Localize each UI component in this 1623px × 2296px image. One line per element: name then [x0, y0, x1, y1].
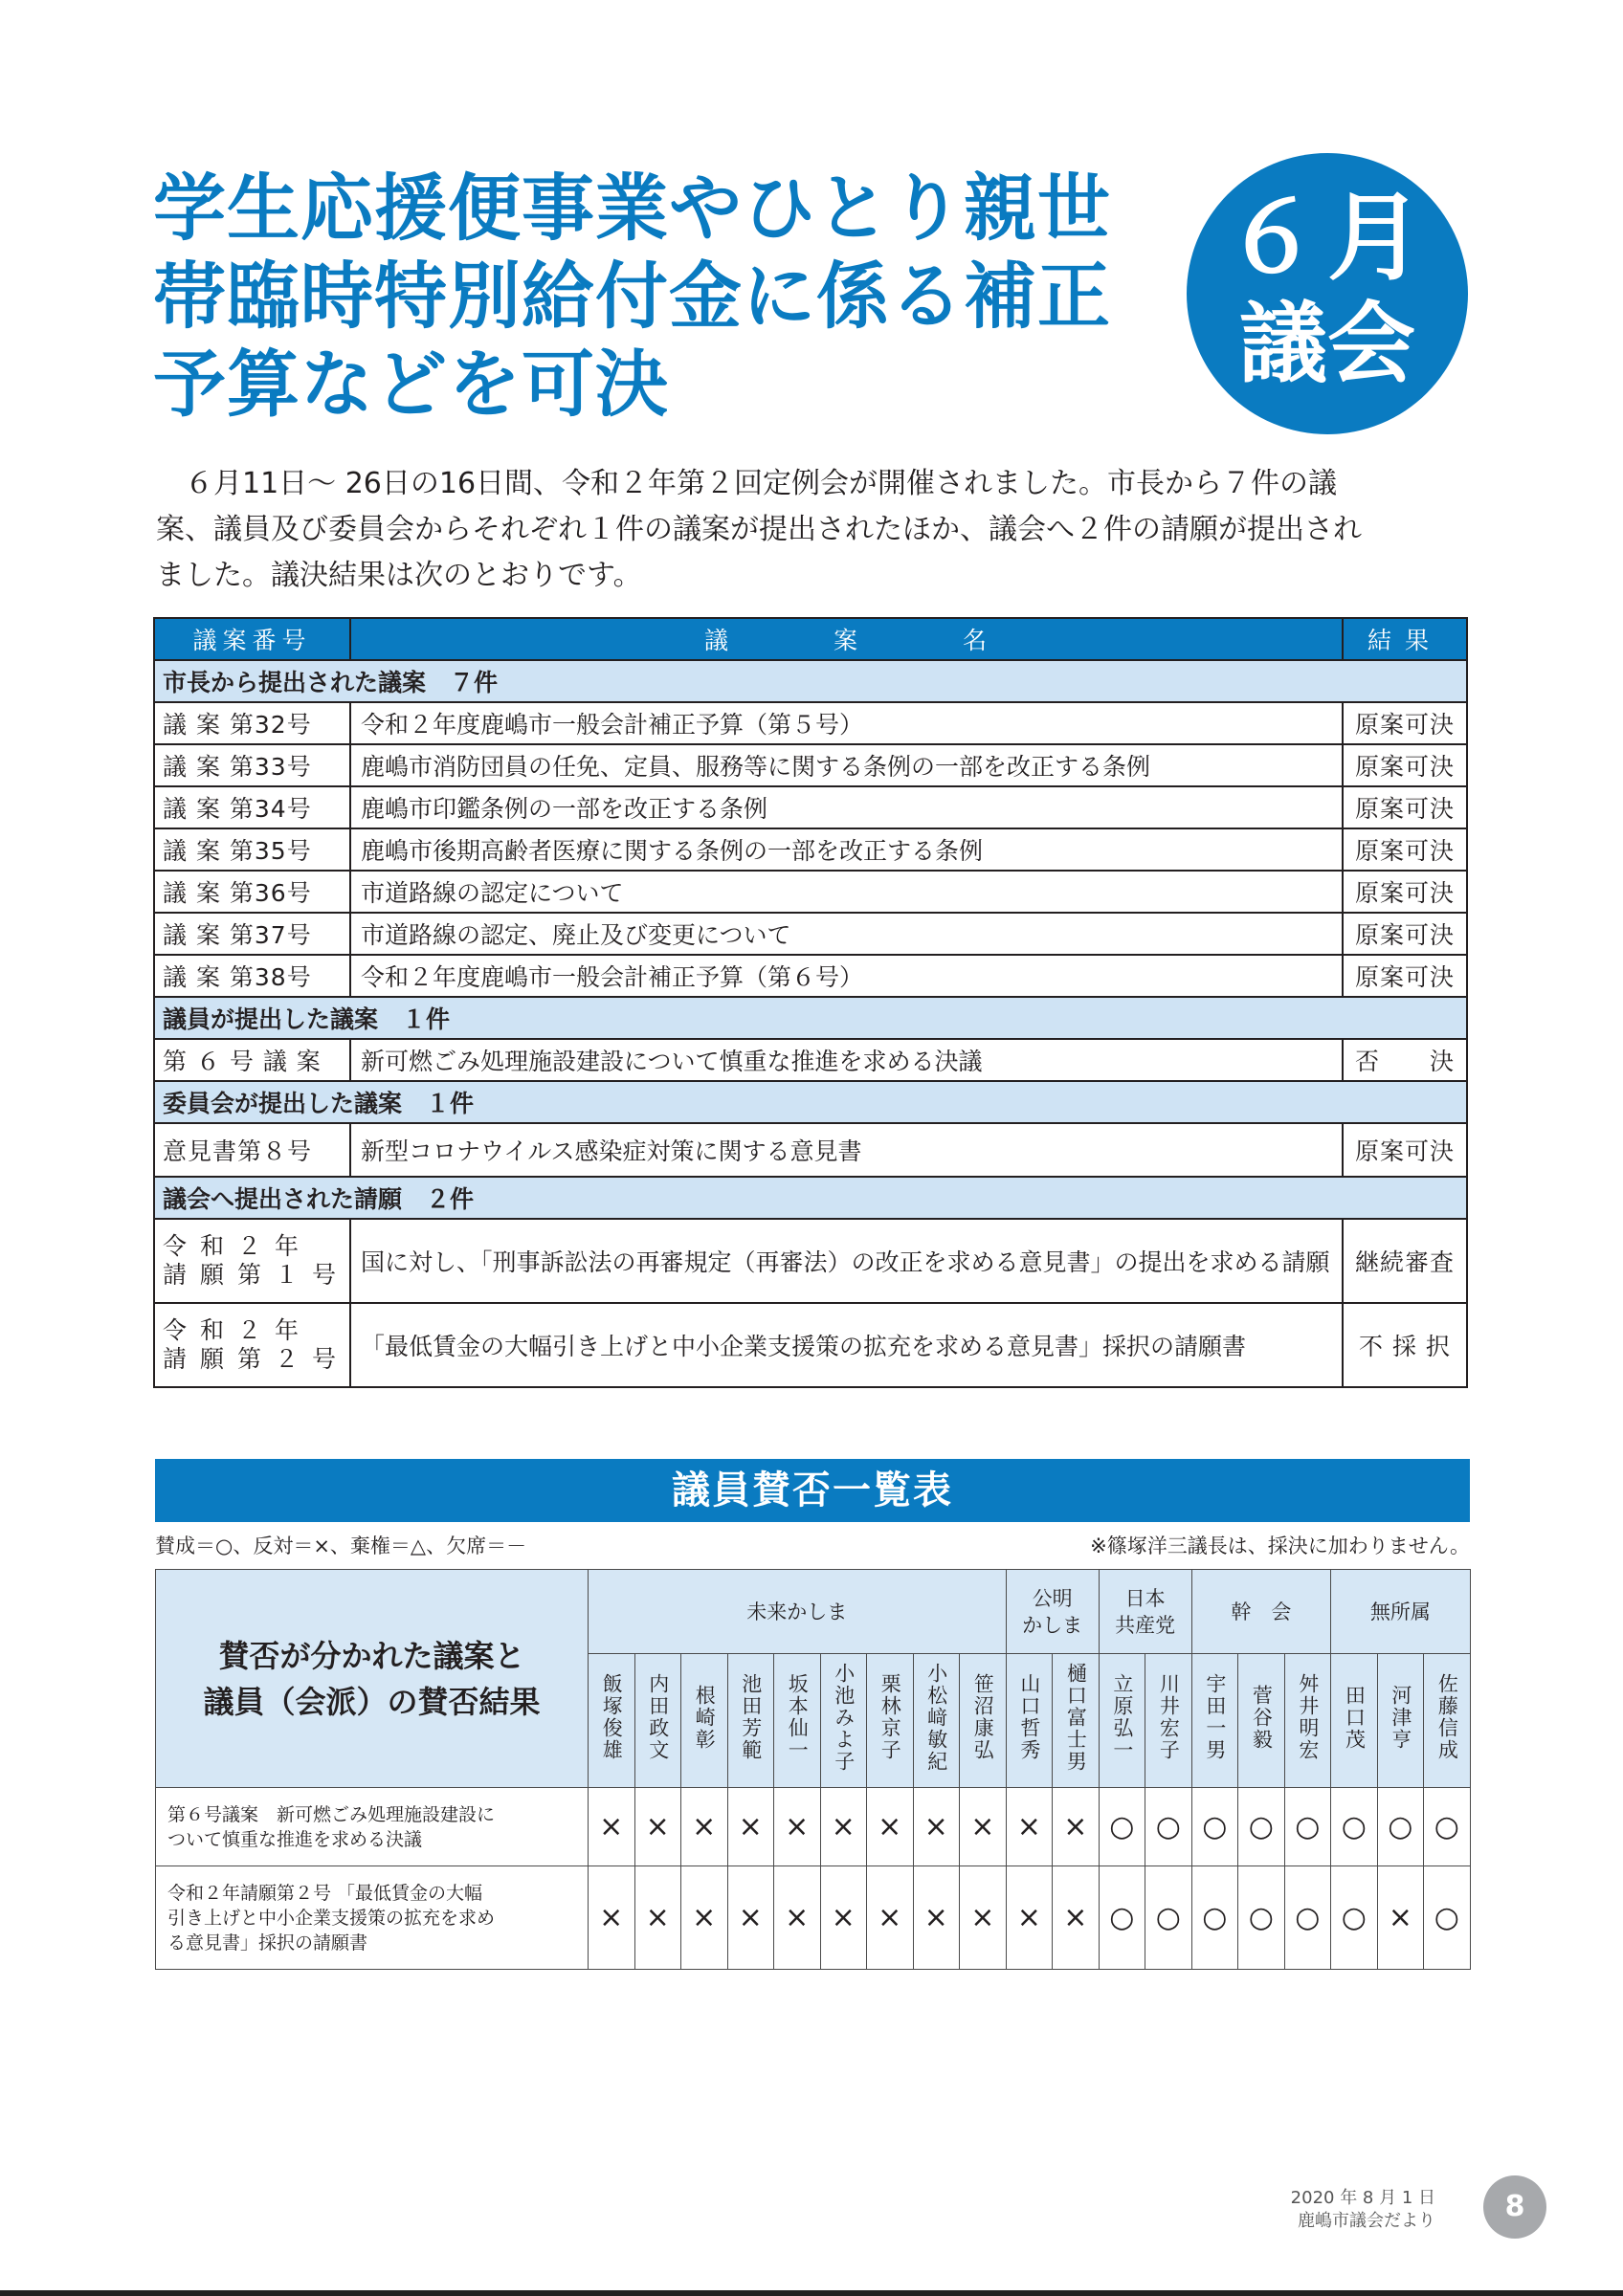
member-header — [727, 1654, 774, 1788]
vote-result: × — [774, 1788, 821, 1866]
votes-table — [155, 1569, 1471, 1970]
vote-result: × — [681, 1866, 728, 1970]
bill-number: 議 案 第32号 — [154, 702, 350, 744]
section-row — [154, 1081, 1467, 1123]
bill-result: 原案可決 — [1343, 828, 1467, 871]
headline-line-3: 予算などを可決 — [153, 342, 669, 427]
petition-year: 令和２年 — [163, 1316, 313, 1344]
vote-result: × — [820, 1866, 867, 1970]
vote-result: ○ — [1145, 1788, 1192, 1866]
header-bill-number: 議案番号 — [154, 618, 350, 660]
member-header — [913, 1654, 960, 1788]
petition-no: 請願第２号 — [163, 1345, 350, 1373]
member-header — [1006, 1654, 1053, 1788]
section-row — [154, 997, 1467, 1039]
votes-legend: 賛成＝○、反対＝×、棄権＝△、欠席＝－ — [155, 1534, 527, 1557]
vote-result: ○ — [1284, 1788, 1331, 1866]
member-name: 池田芳範 — [739, 1673, 763, 1761]
member-header — [960, 1654, 1007, 1788]
header-bill-name: 議 案 名 — [350, 618, 1343, 660]
member-name: 坂本仙一 — [786, 1673, 810, 1761]
bill-name: 市道路線の認定について — [350, 871, 1343, 913]
section-row — [154, 1177, 1467, 1219]
vote-bill-label-line: 引き上げと中小企業支援策の拡充を求め — [167, 1907, 496, 1929]
bill-number: 意見書第８号 — [154, 1123, 350, 1177]
badge-month: ６月 — [1224, 182, 1431, 294]
member-name: 山口哲秀 — [1017, 1673, 1041, 1761]
bottom-rule — [0, 2290, 1623, 2296]
member-header — [1377, 1654, 1424, 1788]
bills-table — [153, 617, 1468, 1388]
bill-result: 原案可決 — [1343, 1123, 1467, 1177]
bill-name: 令和２年度鹿嶋市一般会計補正予算（第６号） — [350, 955, 1343, 997]
vote-bill-label-line: 令和２年請願第２号 「最低賃金の大幅 — [167, 1882, 483, 1904]
vote-result: ○ — [1331, 1788, 1378, 1866]
bill-name: 鹿嶋市後期高齢者医療に関する条例の一部を改正する条例 — [350, 828, 1343, 871]
member-name: 小松﨑敏紀 — [924, 1662, 948, 1773]
bill-number: 議 案 第38号 — [154, 955, 350, 997]
member-name: 立原弘一 — [1110, 1673, 1134, 1761]
bill-result: 原案可決 — [1343, 744, 1467, 786]
vote-result: × — [681, 1788, 728, 1866]
section-title: 議員が提出した議案 １件 — [154, 997, 1467, 1039]
member-header — [774, 1654, 821, 1788]
vote-result: ○ — [1099, 1788, 1145, 1866]
bill-number: 第 ６ 号 議 案 — [154, 1039, 350, 1081]
member-name: 田口茂 — [1343, 1684, 1367, 1751]
petition-number — [154, 1303, 350, 1387]
footer-publication: 鹿嶋市議会だより — [1298, 2211, 1435, 2231]
member-header — [1284, 1654, 1331, 1788]
votes-title: 議員賛否一覧表 — [155, 1459, 1470, 1522]
petition-name: 国に対し、「刑事訴訟法の再審規定（再審法）の改正を求める意見書」の提出を求める請願 — [350, 1219, 1343, 1303]
member-name: 小池みよ子 — [832, 1662, 856, 1773]
member-name: 根崎彰 — [693, 1684, 717, 1751]
member-name: 内田政文 — [646, 1673, 670, 1761]
page-number: 8 — [1483, 2175, 1546, 2239]
vote-result: × — [960, 1788, 1007, 1866]
votes-caption-line-2: 議員（会派）の賛否結果 — [203, 1683, 541, 1720]
group-name-line: かしま — [1022, 1613, 1083, 1637]
votes-bill-row — [156, 1788, 1471, 1866]
vote-result: ○ — [1191, 1866, 1238, 1970]
member-header — [1238, 1654, 1285, 1788]
vote-result: × — [820, 1788, 867, 1866]
member-header — [1145, 1654, 1192, 1788]
vote-result: × — [867, 1866, 914, 1970]
member-name: 舛井明宏 — [1296, 1673, 1320, 1761]
member-name: 河津亨 — [1389, 1684, 1412, 1751]
vote-bill-label-line: る意見書」採択の請願書 — [167, 1932, 368, 1954]
member-header — [1424, 1654, 1471, 1788]
footer-date: 2020 年 8 月 1 日 — [1290, 2188, 1435, 2208]
bill-name: 市道路線の認定、廃止及び変更について — [350, 913, 1343, 955]
votes-note: ※篠塚洋三議長は、採決に加わりません。 — [1090, 1534, 1470, 1557]
table-row — [154, 702, 1467, 744]
vote-result: ○ — [1238, 1866, 1285, 1970]
member-header — [681, 1654, 728, 1788]
bill-number: 議 案 第34号 — [154, 786, 350, 828]
member-header — [1053, 1654, 1100, 1788]
table-row — [154, 1219, 1467, 1303]
vote-result: × — [727, 1866, 774, 1970]
group-header — [1006, 1570, 1099, 1654]
group-name-line: 公明 — [1032, 1586, 1073, 1610]
member-header — [634, 1654, 681, 1788]
member-name: 飯塚俊雄 — [600, 1673, 624, 1761]
group-name-line: 共産党 — [1115, 1613, 1176, 1637]
group-header — [1099, 1570, 1191, 1654]
table-row — [154, 744, 1467, 786]
member-name: 佐藤信成 — [1435, 1673, 1459, 1761]
vote-result: × — [589, 1866, 635, 1970]
vote-result: × — [913, 1788, 960, 1866]
member-name: 樋口富士男 — [1064, 1662, 1088, 1773]
bill-number: 議 案 第37号 — [154, 913, 350, 955]
vote-result: ○ — [1238, 1788, 1285, 1866]
bill-number: 議 案 第33号 — [154, 744, 350, 786]
vote-result: ○ — [1099, 1866, 1145, 1970]
petition-name: 「最低賃金の大幅引き上げと中小企業支援策の拡充を求める意見書」採択の請願書 — [350, 1303, 1343, 1387]
bill-result: 原案可決 — [1343, 955, 1467, 997]
vote-result: × — [1006, 1788, 1053, 1866]
intro-paragraph: ６月11日～ 26日の16日間、令和２年第２回定例会が開催されました。市長から７件の議案、議員及び委員会からそれぞれ１件の議案が提出されたほか、議会へ２件の請願が提出されました。議決結果は次のとおりです。 — [156, 467, 1362, 592]
member-header — [1099, 1654, 1145, 1788]
member-name: 栗林京子 — [878, 1673, 902, 1761]
vote-result: × — [960, 1866, 1007, 1970]
petition-result: 継続審査 — [1343, 1219, 1467, 1303]
member-header — [1191, 1654, 1238, 1788]
headline — [153, 165, 1187, 429]
vote-result: ○ — [1145, 1866, 1192, 1970]
vote-result: ○ — [1191, 1788, 1238, 1866]
vote-bill-label — [156, 1866, 589, 1970]
bill-number: 議 案 第36号 — [154, 871, 350, 913]
petition-year: 令和２年 — [163, 1232, 313, 1260]
group-header: 未来かしま — [589, 1570, 1007, 1654]
month-badge — [1187, 153, 1468, 434]
table-row — [154, 828, 1467, 871]
header-result: 結果 — [1343, 618, 1467, 660]
section-title: 委員会が提出した議案 １件 — [154, 1081, 1467, 1123]
votes-caption — [156, 1570, 589, 1788]
member-name: 川井宏子 — [1157, 1673, 1181, 1761]
group-header: 幹 会 — [1191, 1570, 1331, 1654]
vote-bill-label-line: ついて慎重な推進を求める決議 — [167, 1828, 423, 1850]
petition-result: 不 採 択 — [1343, 1303, 1467, 1387]
votes-group-row — [156, 1570, 1471, 1654]
bill-name: 新可燃ごみ処理施設建設について慎重な推進を求める決議 — [350, 1039, 1343, 1081]
member-name: 菅谷毅 — [1250, 1684, 1274, 1751]
bill-name: 新型コロナウイルス感染症対策に関する意見書 — [350, 1123, 1343, 1177]
bill-number: 議 案 第35号 — [154, 828, 350, 871]
vote-result: ○ — [1284, 1866, 1331, 1970]
vote-result: × — [634, 1866, 681, 1970]
headline-line-1: 学生応援便事業やひとり親世 — [153, 166, 1111, 251]
section-row — [154, 660, 1467, 702]
table-row — [154, 786, 1467, 828]
bill-result: 原案可決 — [1343, 913, 1467, 955]
vote-result: ○ — [1424, 1788, 1471, 1866]
section-title: 議会へ提出された請願 ２件 — [154, 1177, 1467, 1219]
member-name: 笹沼康弘 — [971, 1673, 995, 1761]
vote-result: ○ — [1331, 1866, 1378, 1970]
badge-session: 議会 — [1238, 293, 1415, 395]
vote-bill-label — [156, 1788, 589, 1866]
bill-result: 原案可決 — [1343, 702, 1467, 744]
table-row — [154, 1123, 1467, 1177]
bills-header-row — [154, 618, 1467, 660]
vote-result: × — [774, 1866, 821, 1970]
vote-result: × — [634, 1788, 681, 1866]
table-row — [154, 913, 1467, 955]
vote-result: × — [727, 1788, 774, 1866]
member-header — [589, 1654, 635, 1788]
group-name-line: 日本 — [1124, 1586, 1166, 1610]
bill-result: 原案可決 — [1343, 871, 1467, 913]
table-row — [154, 871, 1467, 913]
petition-number — [154, 1219, 350, 1303]
table-row — [154, 955, 1467, 997]
group-header: 無所属 — [1331, 1570, 1471, 1654]
vote-result: × — [1377, 1866, 1424, 1970]
table-row — [154, 1303, 1467, 1387]
vote-result: × — [867, 1788, 914, 1866]
vote-result: × — [1053, 1788, 1100, 1866]
member-name: 宇田一男 — [1203, 1673, 1227, 1761]
bill-name: 鹿嶋市印鑑条例の一部を改正する条例 — [350, 786, 1343, 828]
member-header — [867, 1654, 914, 1788]
votes-caption-line-1: 賛否が分かれた議案と — [218, 1637, 525, 1674]
vote-result: × — [1053, 1866, 1100, 1970]
vote-result: × — [589, 1788, 635, 1866]
vote-result: ○ — [1424, 1866, 1471, 1970]
table-row — [154, 1039, 1467, 1081]
bill-result: 否 決 — [1343, 1039, 1467, 1081]
votes-bill-row — [156, 1866, 1471, 1970]
vote-result: × — [913, 1866, 960, 1970]
petition-no: 請願第１号 — [163, 1261, 350, 1289]
vote-result: × — [1006, 1866, 1053, 1970]
section-title: 市長から提出された議案 ７件 — [154, 660, 1467, 702]
vote-bill-label-line: 第６号議案 新可燃ごみ処理施設建設に — [167, 1803, 496, 1825]
vote-result: ○ — [1377, 1788, 1424, 1866]
member-header — [820, 1654, 867, 1788]
bill-name: 令和２年度鹿嶋市一般会計補正予算（第５号） — [350, 702, 1343, 744]
member-header — [1331, 1654, 1378, 1788]
footer-issue — [1282, 2187, 1435, 2233]
headline-line-2: 帯臨時特別給付金に係る補正 — [153, 254, 1111, 339]
bill-result: 原案可決 — [1343, 786, 1467, 828]
bill-name: 鹿嶋市消防団員の任免、定員、服務等に関する条例の一部を改正する条例 — [350, 744, 1343, 786]
